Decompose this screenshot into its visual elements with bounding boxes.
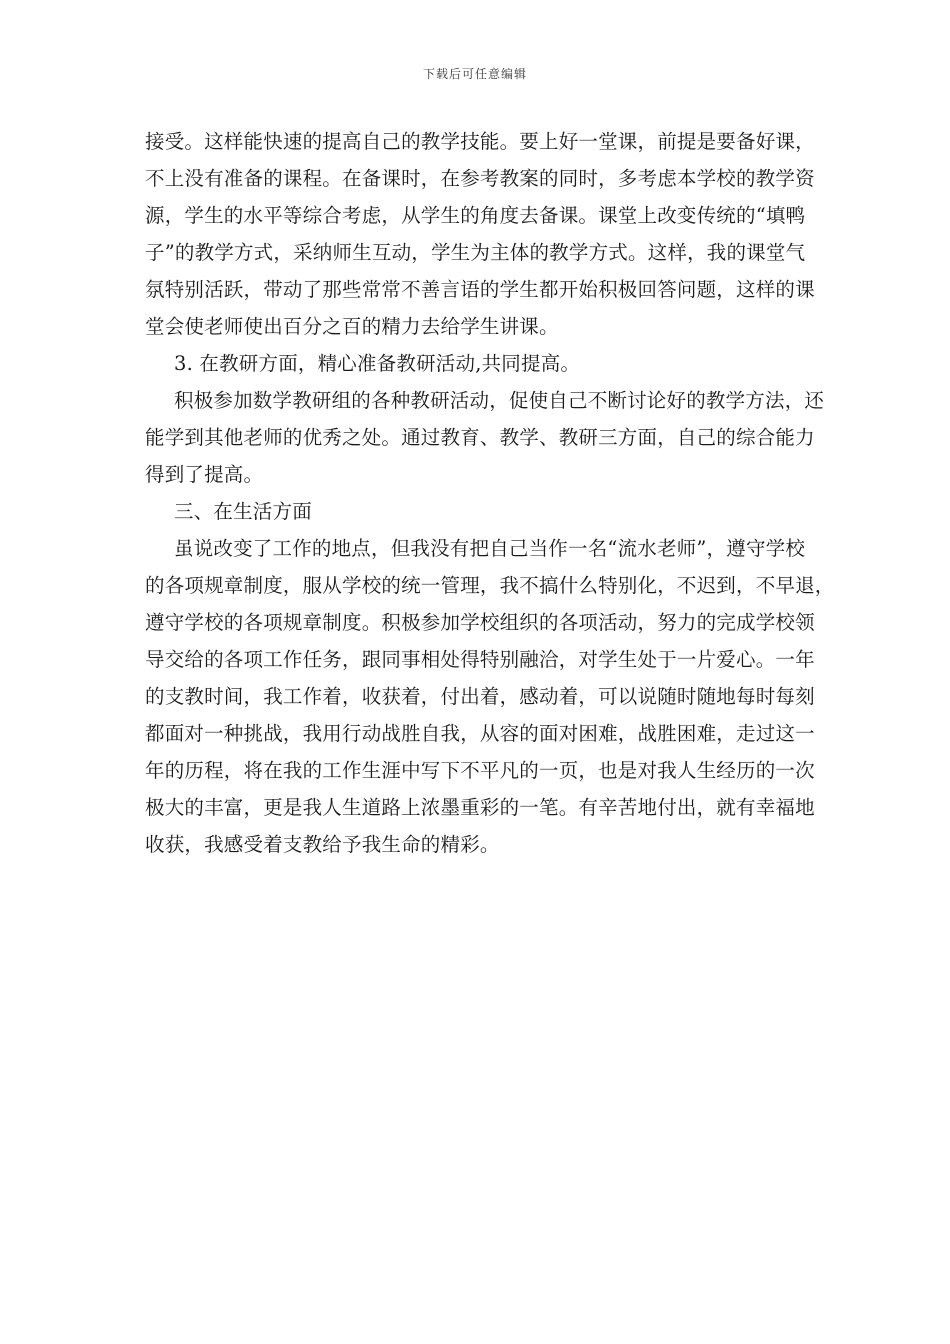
paragraph-line: 年的历程，将在我的工作生涯中写下不平凡的一页，也是对我人生经历的一次 [145, 759, 815, 782]
paragraph-line: 源，学生的水平等综合考虑，从学生的角度去备课。课堂上改变传统的“填鸭 [145, 204, 806, 227]
paragraph-line: 的各项规章制度，服从学校的统一管理，我不搞什么特别化，不迟到，不早退， [145, 574, 835, 597]
paragraph-line: 遵守学校的各项规章制度。积极参加学校组织的各项活动，努力的完成学校领 [145, 611, 815, 634]
paragraph-line: 堂会使老师使出百分之百的精力去给学生讲课。 [145, 315, 559, 338]
paragraph-line: 接受。这样能快速的提高自己的教学技能。要上好一堂课，前提是要备好课， [145, 130, 815, 153]
paragraph-line: 都面对一种挑战，我用行动战胜自我，从容的面对困难，战胜困难，走过这一 [145, 722, 815, 745]
paragraph-line: 导交给的各项工作任务，跟同事相处得特别融洽，对学生处于一片爱心。一年 [145, 648, 815, 671]
page-header-note: 下载后可任意编辑 [422, 67, 527, 81]
paragraph-line: 得到了提高。 [145, 463, 264, 486]
paragraph-line: 能学到其他老师的优秀之处。通过教育、教学、教研三方面，自己的综合能力 [145, 426, 815, 449]
paragraph-line: 极大的丰富，更是我人生道路上浓墨重彩的一笔。有辛苦地付出，就有幸福地 [145, 796, 815, 819]
paragraph-line: 不上没有准备的课程。在备课时，在参考教案的同时，多考虑本学校的教学资 [145, 167, 815, 190]
paragraph-line: 的支教时间，我工作着，收获着，付出着，感动着，可以说随时随地每时每刻 [145, 685, 815, 708]
section-heading: 三、在生活方面 [174, 500, 312, 523]
paragraph-line: 收获，我感受着支教给予我生命的精彩。 [145, 833, 500, 856]
paragraph-line: 积极参加数学教研组的各种教研活动，促使自己不断讨论好的教学方法，还 [174, 389, 825, 412]
section-heading: 3. 在教研方面，精心准备教研活动,共同提高。 [174, 352, 581, 375]
paragraph-line: 子”的教学方式，采纳师生互动，学生为主体的教学方式。这样，我的课堂气 [145, 241, 806, 264]
document-body [145, 123, 835, 863]
paragraph-line: 氛特别活跃，带动了那些常常不善言语的学生都开始积极回答问题，这样的课 [145, 278, 815, 301]
paragraph-line: 虽说改变了工作的地点，但我没有把自己当作一名“流水老师”，遵守学校 [174, 537, 806, 560]
